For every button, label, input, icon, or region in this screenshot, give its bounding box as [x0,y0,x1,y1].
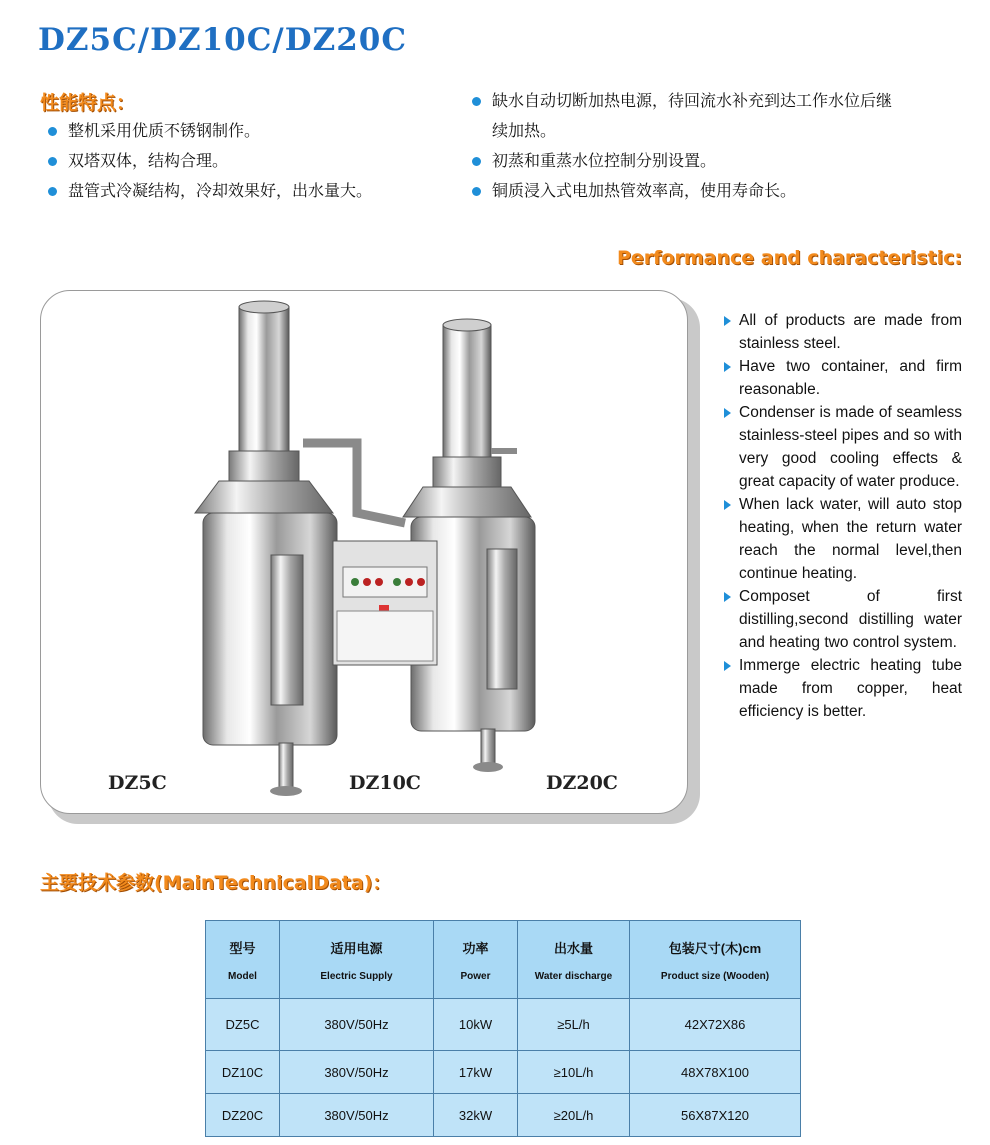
table-row [206,1094,801,1137]
list-item: Have two container, and firm reasonable. [722,355,962,401]
table-cell: ≥10L/h [518,1051,630,1094]
bullet-dot-icon [48,127,57,136]
table-cell: DZ10C [206,1051,280,1094]
table-cell: 17kW [434,1051,518,1094]
list-item: 双塔双体，结构合理。 [44,146,444,176]
bullet-dot-icon [472,97,481,106]
photo-label-dz10c: DZ10C [349,772,421,794]
list-item: All of products are made from stainless steel. [722,309,962,355]
list-item: 缺水自动切断加热电源，待回流水补充到达工作水位后继 [468,86,968,116]
bullet-triangle-icon [724,316,731,326]
list-item: Immerge electric heating tube made from copper, heat efficiency is better. [722,654,962,723]
list-item-continuation: 续加热。 [492,121,557,140]
table-header-size: 包装尺寸(木)cm Product size (Wooden) [630,921,801,999]
table-header-discharge: 出水量 Water discharge [518,921,630,999]
table-header-power: 功率 Power [434,921,518,999]
bullet-triangle-icon [724,408,731,418]
table-row [206,999,801,1051]
table-cell: 380V/50Hz [280,1094,434,1137]
table-header-model: 型号 Model [206,921,280,999]
bullet-triangle-icon [724,592,731,602]
list-item: 整机采用优质不锈钢制作。 [44,116,444,146]
bullet-triangle-icon [724,500,731,510]
table-cell: 380V/50Hz [280,999,434,1051]
product-photo-frame [40,290,688,814]
bullet-dot-icon [472,157,481,166]
table-cell: 32kW [434,1094,518,1137]
en-features-list [722,309,962,723]
bullet-dot-icon [472,187,481,196]
technical-data-heading: 主要技术参数(MainTechnicalData)： [40,872,392,894]
cn-features-right [468,86,968,206]
cn-features-left [44,116,444,206]
list-item: 初蒸和重蒸水位控制分别设置。 [468,146,968,176]
table-row [206,1051,801,1094]
bullet-triangle-icon [724,661,731,671]
page-title: DZ5C/DZ10C/DZ20C [38,22,408,58]
table-header-row [206,921,801,999]
photo-label-dz5c: DZ5C [108,772,167,794]
table-cell: 380V/50Hz [280,1051,434,1094]
table-cell: DZ5C [206,999,280,1051]
table-cell: 48X78X100 [630,1051,801,1094]
list-item: Condenser is made of seamless stainless-steel pipes and so with very good cooling effects & great capacity of water produce. [722,401,962,493]
table-header-supply: 适用电源 Electric Supply [280,921,434,999]
list-item: Composet of first distilling,second distilling water and heating two control system. [722,585,962,654]
table-cell: DZ20C [206,1094,280,1137]
list-item: 铜质浸入式电加热管效率高，使用寿命长。 [468,176,968,206]
technical-data-table [205,920,801,1137]
cn-features-heading: 性能特点： [40,92,136,114]
bullet-triangle-icon [724,362,731,372]
table-cell: ≥20L/h [518,1094,630,1137]
table-cell: 56X87X120 [630,1094,801,1137]
bullet-dot-icon [48,157,57,166]
table-cell: 10kW [434,999,518,1051]
photo-label-dz20c: DZ20C [546,772,618,794]
table-cell: ≥5L/h [518,999,630,1051]
list-item: When lack water, will auto stop heating, when the return water reach the normal level,then continue heating. [722,493,962,585]
water-distiller-illustration [41,291,688,814]
list-item: 盘管式冷凝结构，冷却效果好，出水量大。 [44,176,444,206]
table-cell: 42X72X86 [630,999,801,1051]
en-features-heading: Performance and characteristic: [616,247,962,269]
bullet-dot-icon [48,187,57,196]
